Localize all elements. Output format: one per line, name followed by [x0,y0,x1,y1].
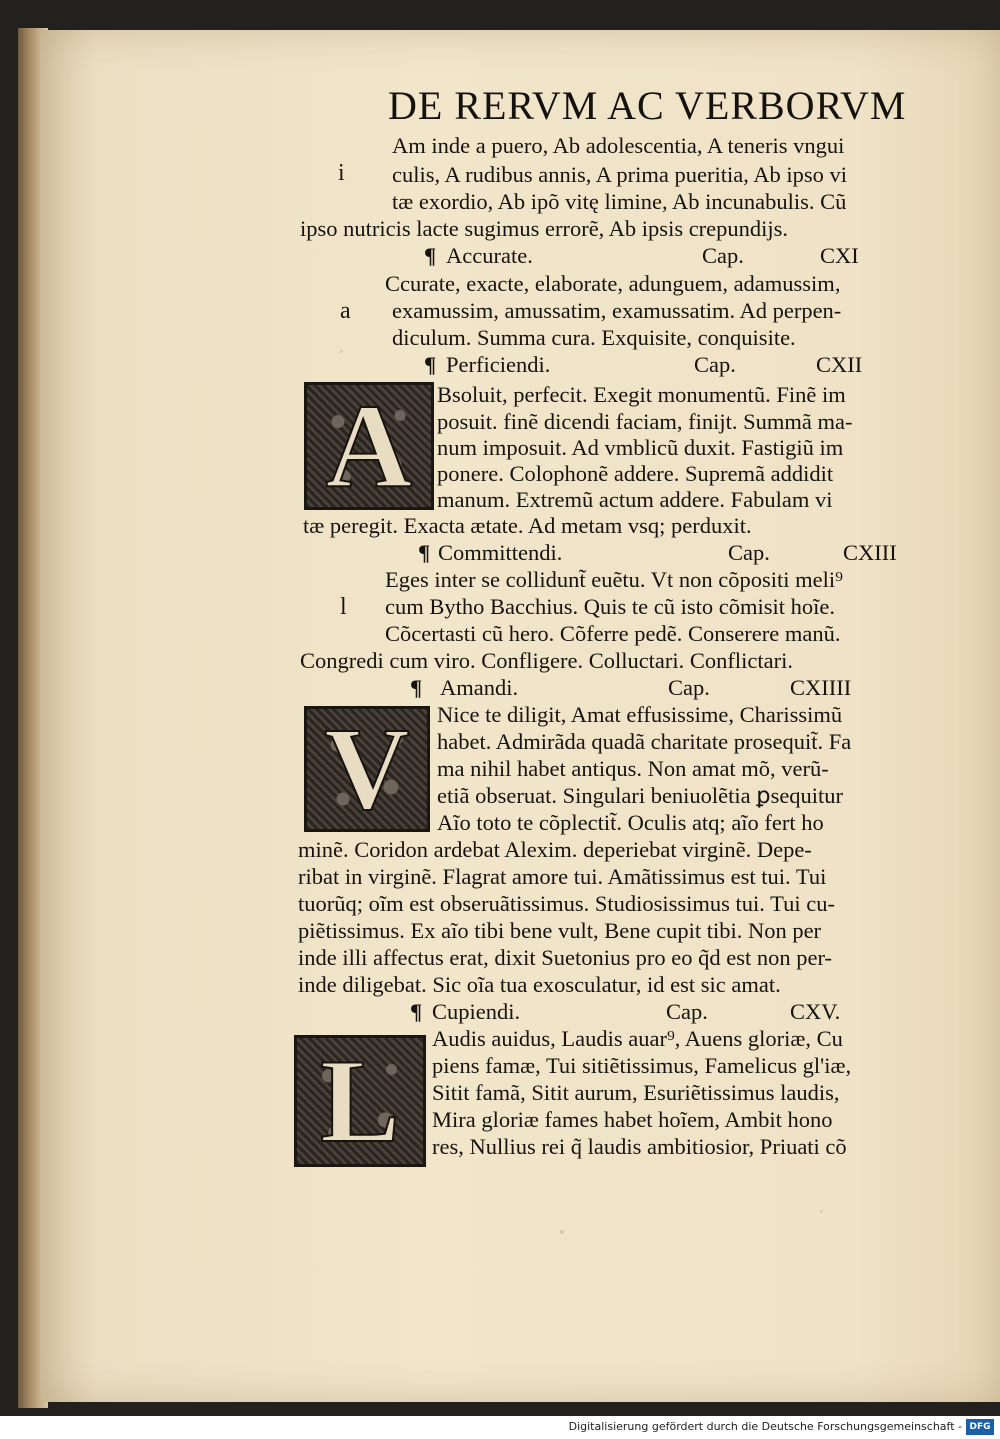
text-line: ma nihil habet antiqus. Non amat mõ, verũ- [437,756,829,781]
text-line: tæ peregit. Exacta ætate. Ad metam vsq; perduxit. [303,513,752,538]
text-line: Cõcertasti cũ hero. Cõferre pedẽ. Conserere manũ. [385,621,841,646]
text-line: Audis auidus, Laudis auar⁹, Auens gloriæ, Cu [432,1026,843,1051]
margin-note: a [340,298,351,324]
footer-credit: Digitalisierung gefördert durch die Deutsche Forschungsgemeinschaft - [568,1420,962,1433]
decorated-initial-v: V [304,706,430,832]
decorated-initial-l: L [294,1035,426,1167]
text-line: Aĩo toto te cõplectit̃. Oculis atq; aĩo fert ho [437,810,824,835]
text-line: tæ exordio, Ab ipõ vitę limine, Ab incunabulis. Cũ [392,189,847,214]
text-line: examussim, amussatim, examussatim. Ad perpen- [392,298,842,323]
decorated-initial-a: A [304,382,434,510]
text-line: ponere. Colophonẽ addere. Supremã addidit [437,461,834,486]
text-line: Congredi cum viro. Confligere. Colluctari. Conflictari. [300,648,794,673]
text-line: Sitit famã, Sitit aurum, Esuriẽtissimus laudis, [432,1080,840,1105]
text-line: culis, A rudibus annis, A prima pueritia, Ab ipso vi [392,162,847,187]
text-line: Ccurate, exacte, elaborate, adunguem, adamussim, [385,271,841,296]
text-line: Am inde a puero, Ab adolescentia, A teneris vngui [392,133,845,158]
text-line: Mira gloriæ fames habet hoĩem, Ambit hono [432,1107,833,1132]
text-line: tuorũq; oĩm est obseruãtissimus. Studiosissimus tui. Tui cu- [298,891,835,916]
running-head: DE RERVM AC VERBORVM [388,83,907,128]
text-line: inde illi affectus erat, dixit Suetonius pro eo q̃d est non per- [298,945,833,970]
text-line: inde diligebat. Sic oĩa tua exosculatur, id est sic amat. [298,972,781,997]
text-line: piens famæ, Tui sitiẽtissimus, Famelicus gl'iæ, [432,1053,852,1078]
text-line: Eges inter se collidunt̃ euẽtu. Vt non cõpositi meli⁹ [385,567,843,592]
margin-note: l [340,594,347,620]
margin-note: i [338,160,345,186]
text-line: minẽ. Coridon ardebat Alexim. deperiebat virginẽ. Depe- [298,837,812,862]
text-line: etiã obseruat. Singulari beniuolẽtia ꝑsequitur [437,783,844,808]
text-line: res, Nullius rei q̃ laudis ambitiosior, Priuati cõ [432,1134,847,1159]
scan-frame: DE RERVM AC VERBORVM Am inde a puero, Ab adolescentia, A teneris vngui culis, A rudibus annis, A prima pueritia, Ab ipso vi tæ exordio, Ab ipõ vitę limine, Ab incunabulis. Cũ ipso nutricis lacte sugimus errorẽ, Ab ipsis crepundijs. i ¶ Accurate. Cap. CXI Ccurate, exacte, elaborate, adunguem, adamussim, examussim, amussatim, examussatim. Ad perpen- diculum. Summa cura. Exquisite, conquisite. a ¶ Perficiendi. Cap. CXII A Bsoluit, perfecit. Exegit monumentũ. Finẽ im posuit. finẽ dicendi faciam, finijt. Summã ma- num imposuit. Ad vmblicũ duxit. Fastigiũ im ponere. Colophonẽ addere. Supremã addidit manum. Extremũ actum addere. Fabulam vi tæ peregit. Exacta ætate. Ad metam vsq; perduxit. ¶ Committendi. Cap. CXIII Eges inter se collidunt̃ euẽtu. Vt non cõpositi meli⁹ cum Bytho Bacchius. Quis te cũ isto cõmisit hoĩe. Cõcertasti cũ hero. Cõferre pedẽ. Conserere manũ. Congredi cum viro. Confligere. Colluctari. Conflictari. l ¶ Amandi. Cap. CXIIII V Nice te diligit, Amat effusissime, Charissimũ habet. Admirãda quadã charitate prosequit̃. Fa ma nihil habet antiqus. Non amat mõ, verũ- etiã obseruat. Singulari beniuolẽtia ꝑsequitur Aĩo toto te cõplectit̃. Oculis atq; aĩo fert ho minẽ. Coridon ardebat Alexim. deperiebat virginẽ. Depe- ribat in virginẽ. Flagrat amore tui. Amãtissimus est tui. Tui tuorũq; oĩm est obseruãtissimus. Studiosissimus tui. Tui cu- piẽtissimus. Ex aĩo tibi bene vult, Bene cupit tibi. Non per inde illi affectus erat, dixit Suetonius pro eo q̃d est non per- inde diligebat. Sic oĩa tua exosculatur, id est sic amat. ¶ Cupiendi. Cap. CXV. L Audis auidus, Laudis auar⁹, Auens gloriæ, Cu piens famæ, Tui sitiẽtissimus, Famelicus gl'iæ, Sitit famã, Sitit aurum, Esuriẽtissimus laudis, Mira gloriæ fames habet hoĩem, Ambit hono res, Nullius rei q̃ laudis ambitiosior, Priuati cõ [0,0,1000,1416]
text-line: Nice te diligit, Amat effusissime, Charissimũ [437,702,843,727]
text-line: posuit. finẽ dicendi faciam, finijt. Summã ma- [437,409,853,434]
text-line: num imposuit. Ad vmblicũ duxit. Fastigiũ im [437,435,844,460]
text-line: cum Bytho Bacchius. Quis te cũ isto cõmisit hoĩe. [385,594,835,619]
text-line: ribat in virginẽ. Flagrat amore tui. Amãtissimus est tui. Tui [298,864,827,889]
dfg-logo-icon: DFG [966,1419,994,1435]
text-line: Bsoluit, perfecit. Exegit monumentũ. Finẽ im [437,382,846,407]
digitization-footer [0,1416,1000,1439]
text-line: habet. Admirãda quadã charitate prosequit̃. Fa [437,729,852,754]
text-line: diculum. Summa cura. Exquisite, conquisite. [392,325,796,350]
text-line: piẽtissimus. Ex aĩo tibi bene vult, Bene cupit tibi. Non per [298,918,822,943]
text-line: manum. Extremũ actum addere. Fabulam vi [437,487,833,512]
text-line: ipso nutricis lacte sugimus errorẽ, Ab ipsis crepundijs. [300,216,789,241]
